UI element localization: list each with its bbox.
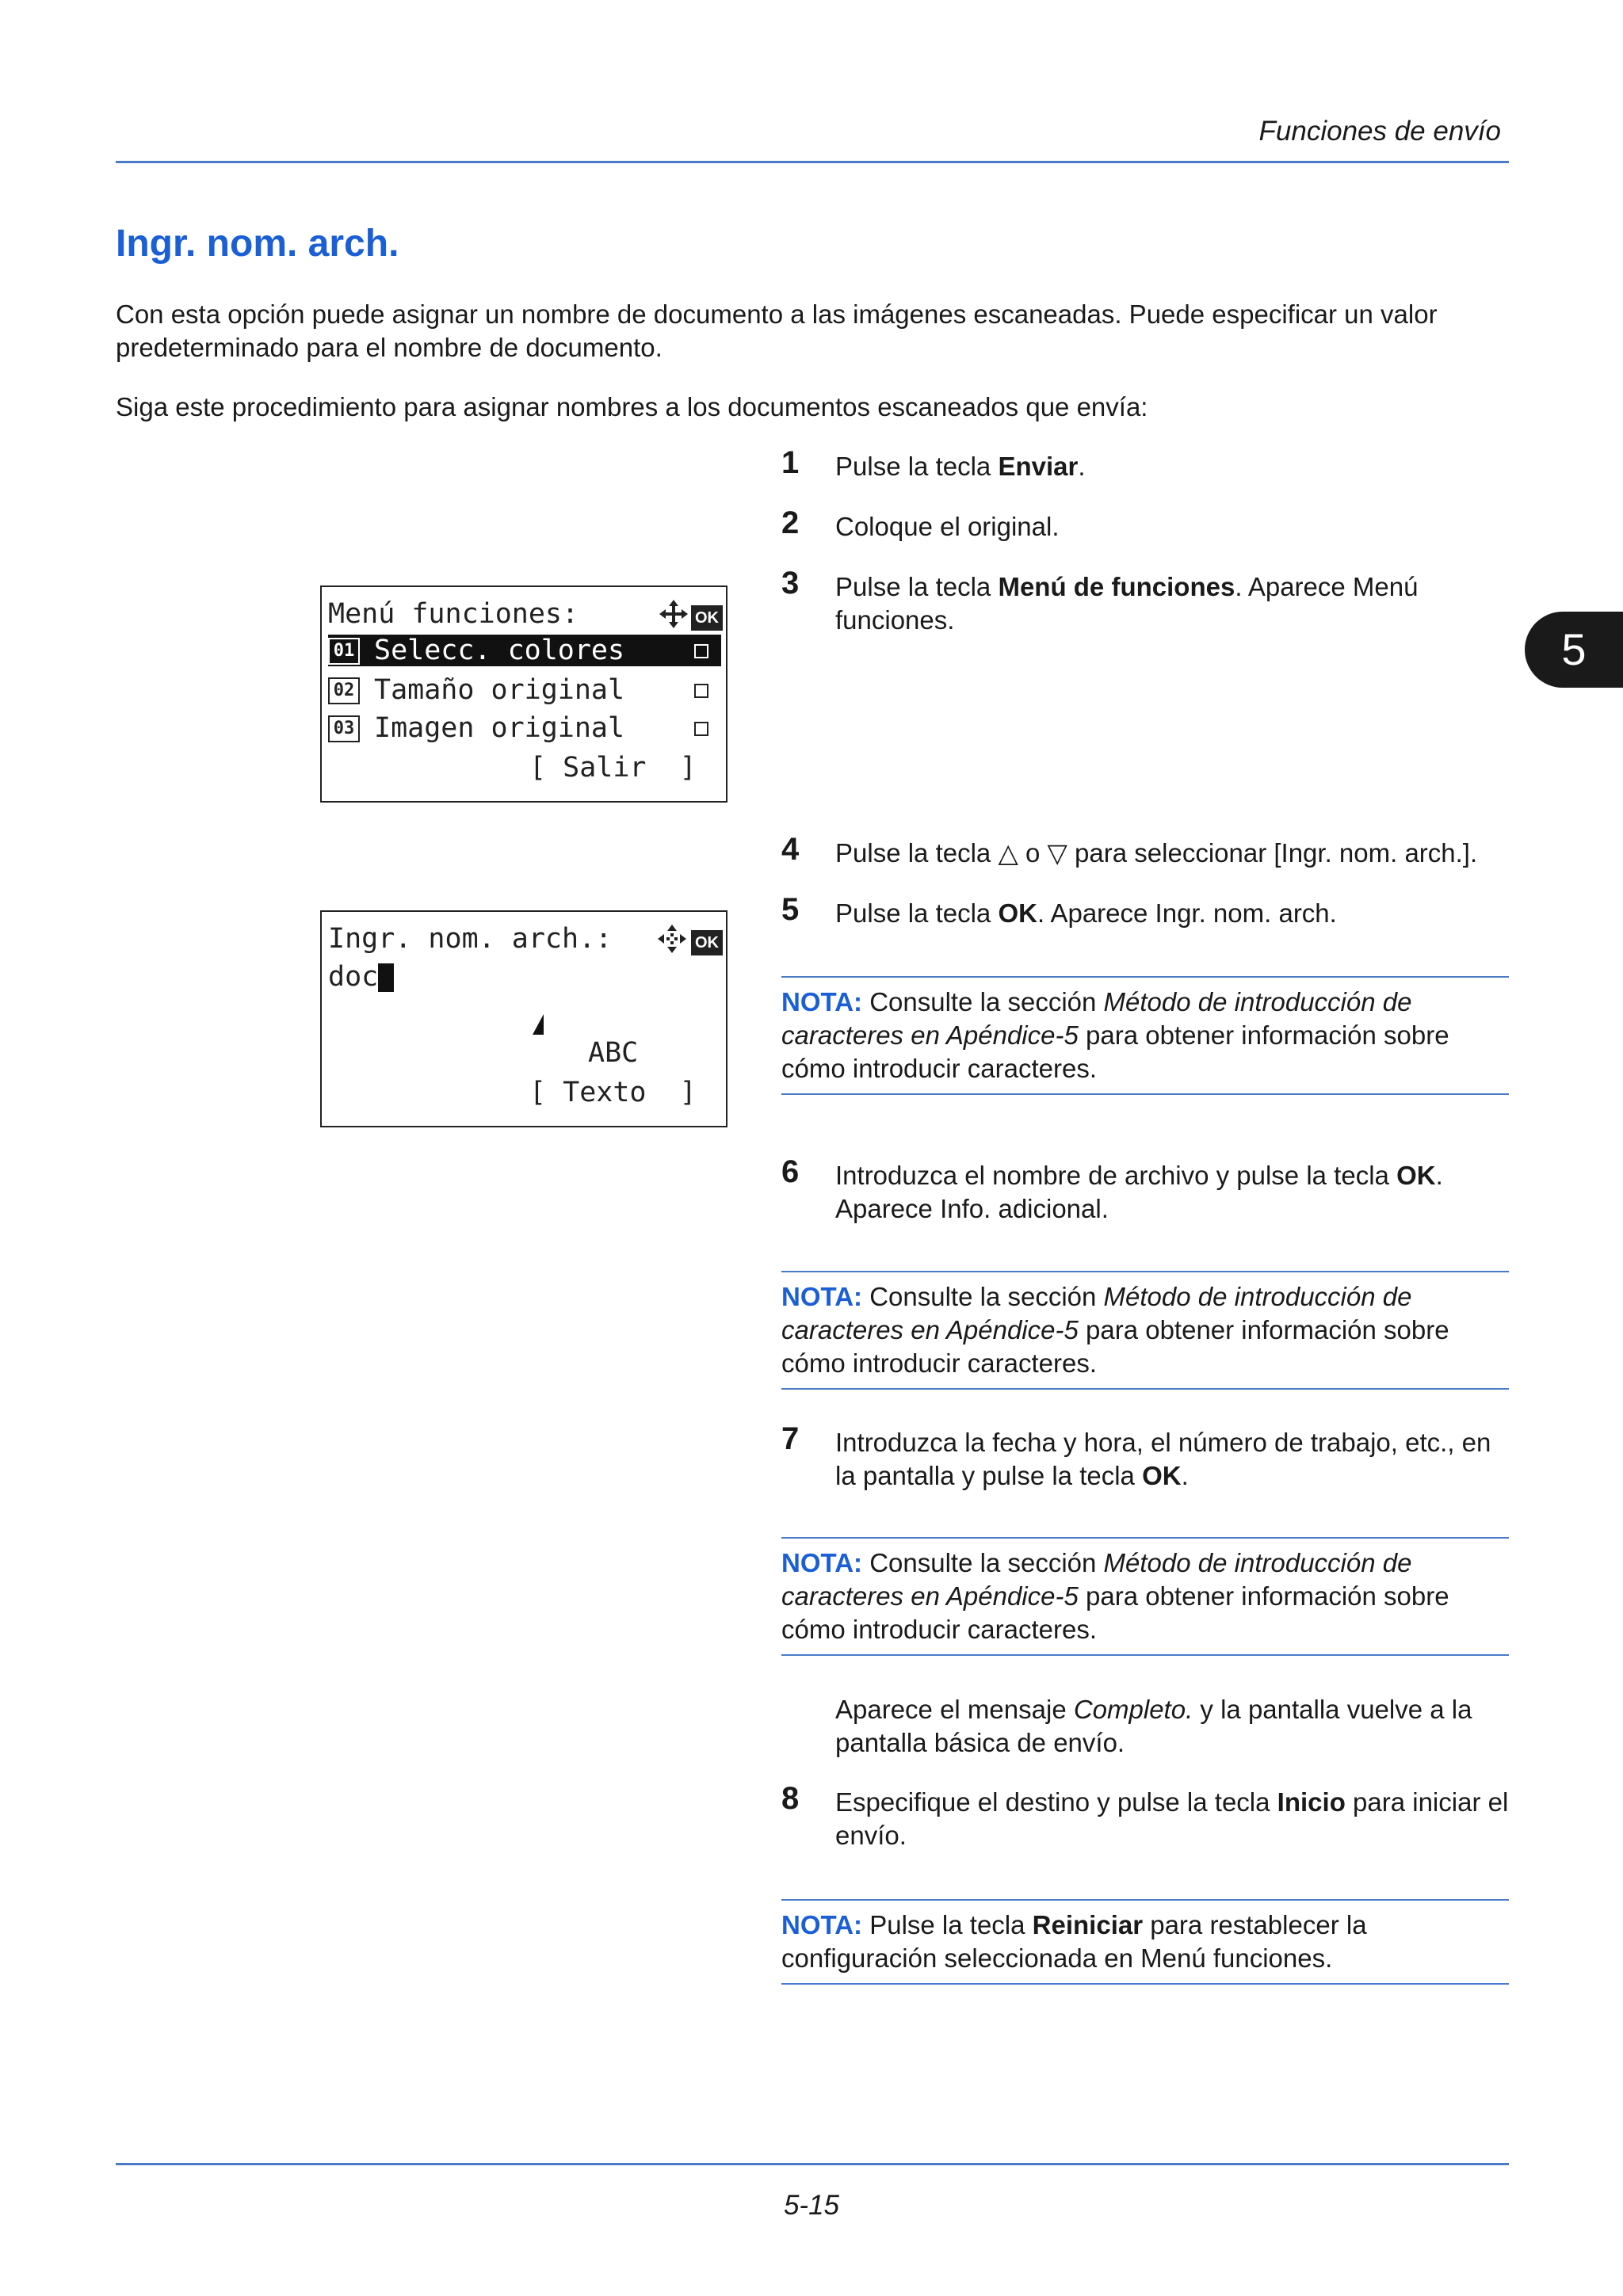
- lcd-menu-funciones: [320, 585, 727, 803]
- step-text: Pulse la tecla Menú de funciones. Aparece Menú funciones.: [835, 572, 1419, 635]
- cursor-block-icon: [378, 963, 394, 992]
- item-number: 02: [328, 677, 360, 704]
- lcd-menu-item-1: [328, 631, 624, 669]
- lcd-menu-item-2: [328, 671, 624, 709]
- note-box: NOTA: Pulse la tecla Reiniciar para restablecer la configuración seleccionada en Menú funciones.: [781, 1899, 1509, 1985]
- footer-rule: [116, 2163, 1509, 2165]
- checkbox-icon: [694, 722, 708, 736]
- step-followup-text: Aparece el mensaje Completo. y la pantalla vuelve a la pantalla básica de envío.: [835, 1695, 1472, 1757]
- section-title: Ingr. nom. arch.: [116, 223, 399, 265]
- filename-value: doc: [328, 961, 379, 993]
- running-header: Funciones de envío: [1258, 116, 1501, 147]
- intro-paragraph: Con esta opción puede asignar un nombre de documento a las imágenes escaneadas. Puede especificar un valor predeterminado para el nombre de documento.: [116, 299, 1438, 362]
- step-number: 8: [781, 1781, 800, 1816]
- lcd-menu-item-3: [328, 709, 624, 747]
- cursor-triangle-icon: [533, 1010, 545, 1042]
- item-label: Imagen original: [374, 712, 625, 744]
- lcd-ingr-nom-arch: [320, 910, 727, 1127]
- lcd-softkey-salir: [ Salir ]: [529, 752, 697, 784]
- step-text: Introduzca la fecha y hora, el número de trabajo, etc., en la pantalla y pulse la tecla OK.: [835, 1428, 1491, 1490]
- note-box: NOTA: Consulte la sección Método de introducción de caracteres en Apéndice-5 para obtener información sobre cómo introducir caracteres.: [781, 976, 1509, 1095]
- ok-key-icon: OK: [691, 926, 723, 958]
- step-number: 1: [781, 445, 800, 480]
- procedure-intro: Siga este procedimiento para asignar nombres a los documentos escaneados que envía:: [116, 392, 1148, 421]
- item-number: 01: [328, 638, 360, 665]
- step-number: 4: [781, 832, 800, 867]
- step-number: 7: [781, 1421, 800, 1456]
- step-number: 2: [781, 505, 800, 540]
- lcd-softkey-texto: [ Texto ]: [529, 1077, 697, 1108]
- header-rule: [116, 161, 1509, 163]
- note-box: NOTA: Consulte la sección Método de introducción de caracteres en Apéndice-5 para obtener información sobre cómo introducir caracteres.: [781, 1271, 1509, 1390]
- ok-key-icon: OK: [691, 601, 723, 633]
- note-label: NOTA:: [781, 987, 863, 1016]
- step-text: Pulse la tecla Enviar.: [835, 452, 1086, 481]
- lcd-menu-title: Menú funciones:: [328, 598, 579, 630]
- step-text: Pulse la tecla OK. Aparece Ingr. nom. arch.: [835, 898, 1337, 928]
- checkbox-icon: [694, 684, 708, 698]
- step-text: Especifique el destino y pulse la tecla Inicio para iniciar el envío.: [835, 1787, 1509, 1850]
- item-label: Tamaño original: [374, 674, 625, 706]
- lcd-name-title: Ingr. nom. arch.:: [328, 923, 613, 955]
- note-label: NOTA:: [781, 1282, 863, 1311]
- step-number: 6: [781, 1154, 800, 1189]
- chapter-tab: 5: [1525, 612, 1623, 688]
- step-text: Pulse la tecla △ o ▽ para seleccionar [Ingr. nom. arch.].: [835, 838, 1478, 868]
- note-label: NOTA:: [781, 1548, 863, 1577]
- note-label: NOTA:: [781, 1910, 863, 1939]
- note-box: NOTA: Consulte la sección Método de introducción de caracteres en Apéndice-5 para obtener información sobre cómo introducir caracteres.: [781, 1537, 1509, 1656]
- page-number: 5-15: [783, 2190, 840, 2221]
- step-text: Coloque el original.: [835, 512, 1060, 541]
- step-number: 3: [781, 566, 800, 601]
- item-number: 03: [328, 715, 360, 742]
- step-number: 5: [781, 892, 800, 927]
- lcd-input-mode: ABC: [588, 1037, 639, 1069]
- item-label: Selecc. colores: [374, 635, 625, 666]
- four-way-arrow-icon: [656, 923, 688, 962]
- checkbox-icon: [694, 644, 708, 658]
- step-text: Introduzca el nombre de archivo y pulse la tecla OK. Aparece Info. adicional.: [835, 1161, 1443, 1223]
- four-way-arrow-icon: [658, 598, 689, 637]
- lcd-name-value-row: [328, 958, 394, 996]
